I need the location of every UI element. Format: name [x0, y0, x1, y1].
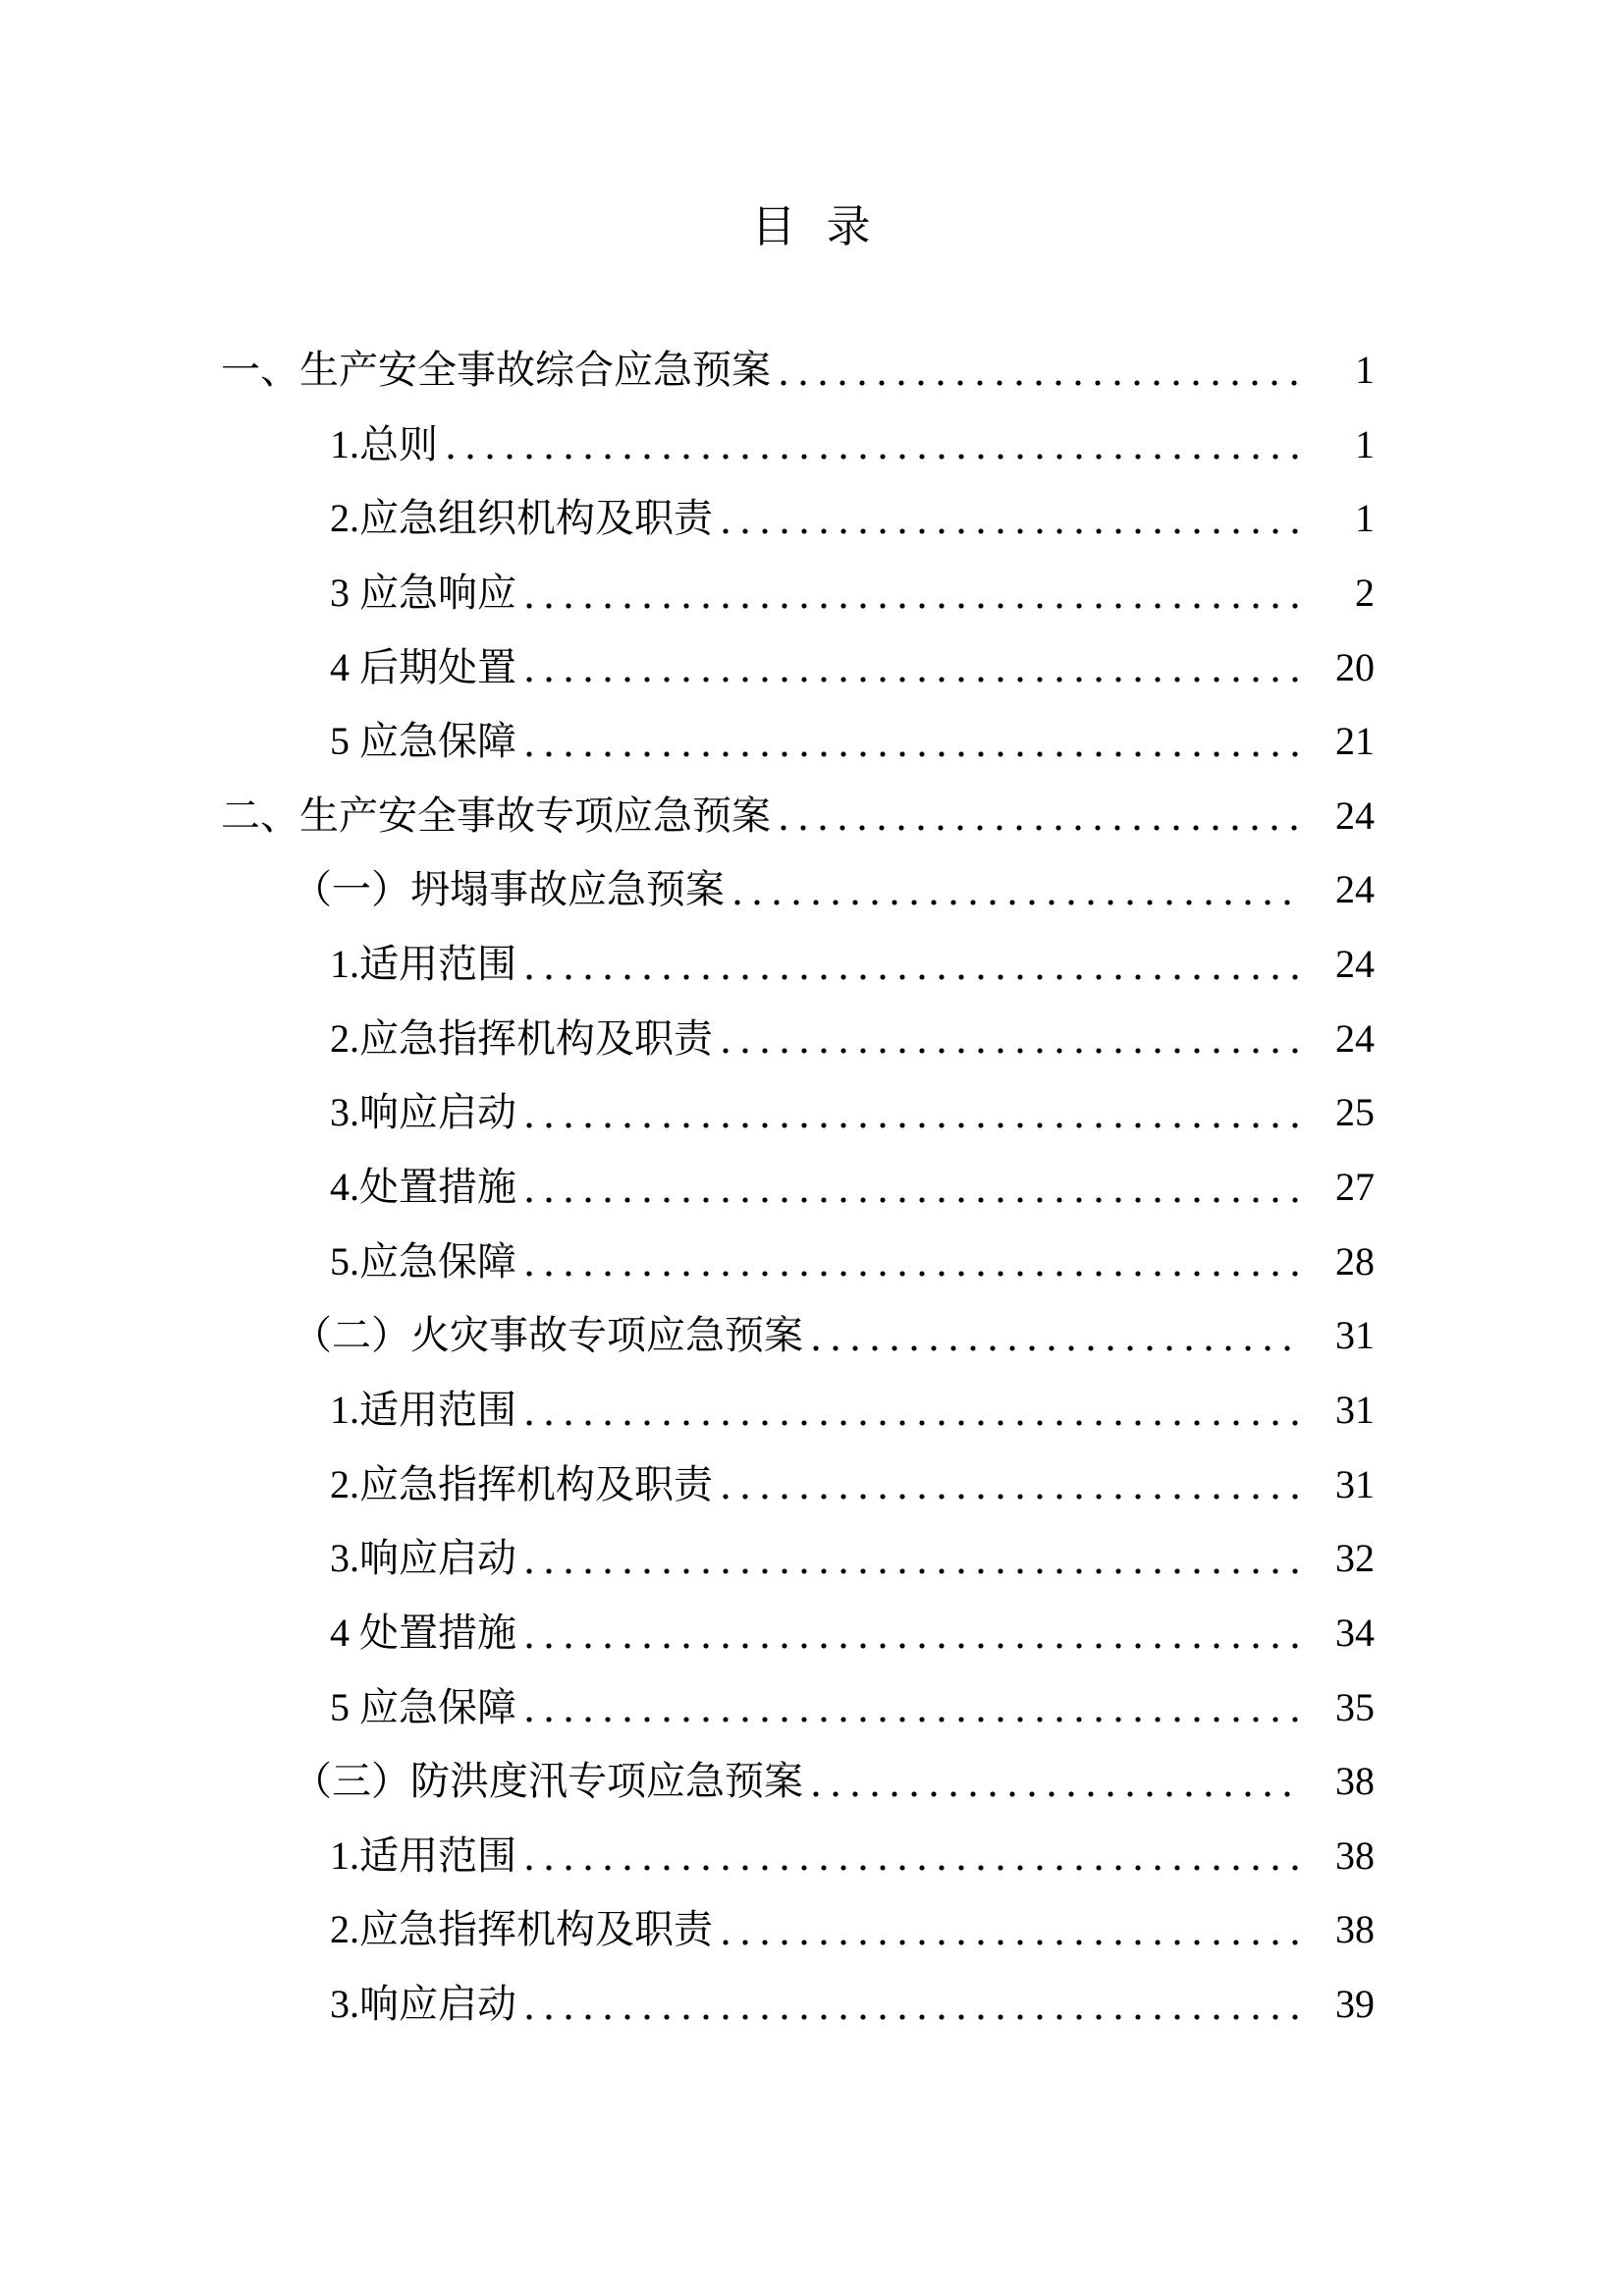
toc-entry[interactable] — [0, 1298, 1375, 1373]
toc-entry[interactable] — [0, 1892, 1375, 1967]
toc-entry-page-number: 24 — [1335, 942, 1375, 987]
toc-entry-label: 3 应急响应 — [330, 570, 516, 615]
toc-entry[interactable] — [0, 1002, 1375, 1076]
toc-entry-page-number: 1 — [1355, 496, 1375, 541]
toc-entry-page-number: 2 — [1355, 570, 1375, 615]
toc-entry[interactable] — [0, 1744, 1375, 1819]
dot-leader — [526, 927, 1304, 1002]
toc-entry-label: 二、生产安全事故专项应急预案 — [221, 793, 771, 838]
toc-entry[interactable] — [0, 1670, 1375, 1745]
dot-leader — [526, 704, 1304, 779]
toc-entry-page-number: 24 — [1335, 793, 1375, 838]
dot-leader — [526, 1373, 1304, 1448]
toc-entry-label: 3.响应启动 — [330, 1090, 516, 1135]
dot-leader — [734, 852, 1304, 927]
toc-entry[interactable] — [0, 704, 1375, 779]
toc-entry-page-number: 32 — [1335, 1536, 1375, 1581]
toc-entry[interactable] — [0, 1150, 1375, 1225]
toc-title: 目 录 — [751, 202, 872, 251]
toc-entry-label: 5 应急保障 — [330, 719, 516, 764]
toc-entry[interactable] — [0, 1448, 1375, 1522]
dot-leader — [781, 779, 1304, 853]
toc-entry[interactable] — [0, 408, 1375, 482]
toc-entry-label: 2.应急指挥机构及职责 — [330, 1907, 713, 1952]
toc-entry-label: 4 处置措施 — [330, 1610, 516, 1655]
toc-entry-label: 1.适用范围 — [330, 1387, 516, 1432]
dot-leader — [723, 481, 1304, 556]
toc-entry-label: 3.响应启动 — [330, 1982, 516, 2027]
toc-entry-label: （一）坍塌事故应急预案 — [293, 867, 725, 912]
toc-entry-label: 5.应急保障 — [330, 1238, 516, 1284]
toc-entry-label: 1.适用范围 — [330, 942, 516, 987]
toc-entry[interactable] — [0, 1373, 1375, 1448]
toc-entry[interactable] — [0, 1521, 1375, 1596]
dot-leader — [526, 1596, 1304, 1670]
toc-entry-label: 一、生产安全事故综合应急预案 — [221, 348, 771, 392]
toc-entry-page-number: 24 — [1335, 867, 1375, 912]
toc-entry-page-number: 27 — [1335, 1165, 1375, 1210]
toc-entry-page-number: 21 — [1335, 719, 1375, 764]
toc-entry-page-number: 31 — [1335, 1313, 1375, 1358]
toc-entry[interactable] — [0, 1967, 1375, 2042]
toc-entry[interactable] — [0, 1075, 1375, 1150]
toc-entry-page-number: 38 — [1335, 1832, 1375, 1878]
dot-leader — [448, 408, 1304, 482]
toc-entry-label: 2.应急指挥机构及职责 — [330, 1461, 713, 1506]
dot-leader — [526, 1967, 1304, 2042]
dot-leader — [526, 556, 1304, 630]
dot-leader — [723, 1892, 1304, 1967]
toc-entry-page-number: 25 — [1335, 1090, 1375, 1135]
dot-leader — [526, 1075, 1304, 1150]
toc-entry-page-number: 31 — [1335, 1387, 1375, 1432]
toc-entry[interactable] — [0, 927, 1375, 1002]
toc-entry-page-number: 35 — [1335, 1684, 1375, 1729]
toc-entry-page-number: 20 — [1335, 644, 1375, 689]
toc-entry-page-number: 1 — [1355, 421, 1375, 466]
toc-entry-label: 1.总则 — [330, 421, 438, 466]
dot-leader — [526, 1225, 1304, 1299]
toc-entry[interactable] — [0, 852, 1375, 927]
toc-entry[interactable] — [0, 630, 1375, 705]
toc-entry-label: 4 后期处置 — [330, 644, 516, 689]
toc-entry-label: 3.响应启动 — [330, 1536, 516, 1581]
toc-entry[interactable] — [0, 1819, 1375, 1893]
toc-entry-label: （二）火灾事故专项应急预案 — [293, 1313, 803, 1358]
dot-leader — [723, 1002, 1304, 1076]
dot-leader — [526, 1670, 1304, 1745]
toc-entry[interactable] — [0, 779, 1375, 853]
toc-entry-page-number: 38 — [1335, 1759, 1375, 1804]
dot-leader — [723, 1448, 1304, 1522]
toc-entry-page-number: 28 — [1335, 1238, 1375, 1284]
dot-leader — [813, 1298, 1304, 1373]
toc-entry-label: 1.适用范围 — [330, 1832, 516, 1878]
toc-entry[interactable] — [0, 481, 1375, 556]
toc-entry[interactable] — [0, 1596, 1375, 1670]
toc-entry-page-number: 39 — [1335, 1982, 1375, 2027]
toc-entry[interactable] — [0, 556, 1375, 630]
toc-entry-page-number: 24 — [1335, 1015, 1375, 1061]
toc-entry[interactable] — [0, 333, 1375, 408]
toc-entry-page-number: 34 — [1335, 1610, 1375, 1655]
toc-entry-label: 2.应急指挥机构及职责 — [330, 1015, 713, 1061]
toc-entry-page-number: 31 — [1335, 1461, 1375, 1506]
dot-leader — [813, 1744, 1304, 1819]
toc-entry-label: 5 应急保障 — [330, 1684, 516, 1729]
dot-leader — [526, 1819, 1304, 1893]
toc-entry-label: 2.应急组织机构及职责 — [330, 496, 713, 541]
dot-leader — [526, 630, 1304, 705]
dot-leader — [526, 1521, 1304, 1596]
dot-leader — [526, 1150, 1304, 1225]
toc-entry-page-number: 38 — [1335, 1907, 1375, 1952]
toc-entry[interactable] — [0, 1225, 1375, 1299]
dot-leader — [781, 333, 1304, 408]
table-of-contents — [0, 333, 1375, 2042]
toc-entry-label: （三）防洪度汛专项应急预案 — [293, 1759, 803, 1804]
toc-entry-page-number: 1 — [1355, 348, 1375, 392]
toc-entry-label: 4.处置措施 — [330, 1165, 516, 1210]
